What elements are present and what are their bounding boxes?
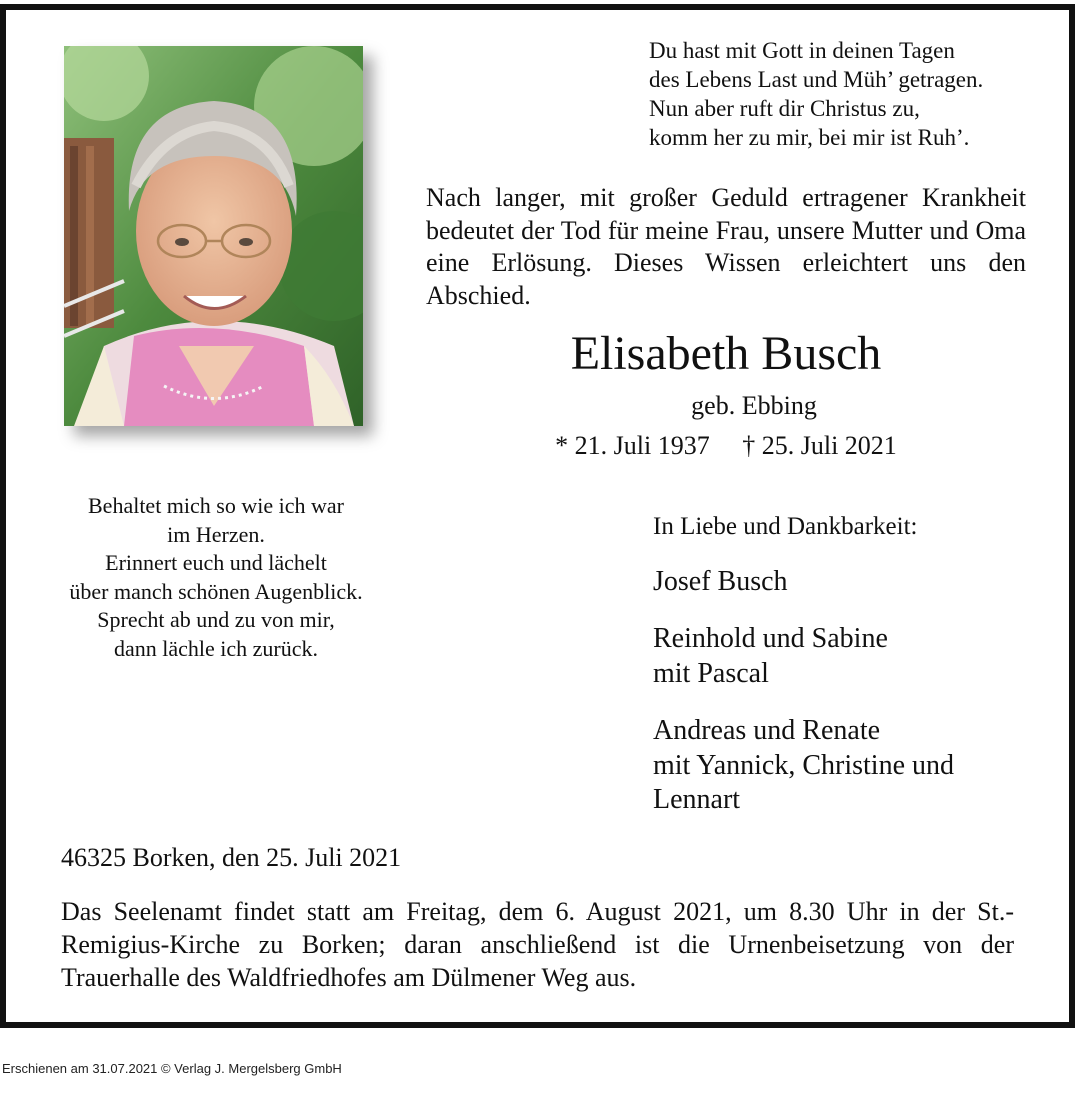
deceased-name: Elisabeth Busch xyxy=(570,327,882,380)
mourner-group xyxy=(653,714,1053,818)
motto-line: Nun aber ruft dir Christus zu, xyxy=(649,96,920,121)
poem-line: dann lächle ich zurück. xyxy=(113,635,318,661)
obituary-frame xyxy=(0,4,1075,1028)
life-dates: * 21. Juli 1937 † 25. Juli 2021 xyxy=(555,431,897,460)
mourner-line: Josef Busch xyxy=(653,565,788,597)
mourner-line: Andreas und Renate xyxy=(653,715,881,746)
poem-line: Behaltet mich so wie ich war xyxy=(88,493,344,518)
poem-line: über manch schönen Augenblick. xyxy=(69,578,363,604)
mourner-line: Reinhold und Sabine xyxy=(653,623,888,654)
mourner-group xyxy=(653,565,1053,600)
mourner-line: mit Pascal xyxy=(653,657,769,689)
motto-line: Du hast mit Gott in deinen Tagen xyxy=(649,38,955,63)
mourner-group xyxy=(653,622,1053,691)
mourner-line: Lennart xyxy=(653,784,741,815)
place-date: 46325 Borken, den 25. Juli 2021 xyxy=(61,843,402,872)
portrait-photo xyxy=(64,46,363,426)
maiden-name: geb. Ebbing xyxy=(691,391,817,420)
poem-verse xyxy=(26,492,406,663)
publication-footer: Erschienen am 31.07.2021 © Verlag J. Mergelsberg GmbH xyxy=(2,1061,342,1076)
intro-text: Nach langer, mit großer Geduld ertragener Krankheit bedeutet der Tod für meine Frau, unsere Mutter und Oma eine Erlösung. Dieses Wissen erleichtert uns den Abschied. xyxy=(426,183,1026,310)
poem-line: Erinnert euch und lächelt xyxy=(105,550,327,575)
portrait-image xyxy=(64,46,363,426)
motto-verse xyxy=(649,36,1049,152)
mourners-lead: In Liebe und Dankbarkeit: xyxy=(653,513,918,540)
mourners-list xyxy=(653,510,1053,841)
service-info: Das Seelenamt findet statt am Freitag, dem 6. August 2021, um 8.30 Uhr in der St.-Remigius-Kirche zu Borken; daran anschließend ist die Urnenbeisetzung von der Trauerhalle des Waldfriedhofes am Dülmener Weg aus. xyxy=(61,897,1014,992)
mourner-line: mit Yannick, Christine und xyxy=(653,749,955,781)
motto-line: komm her zu mir, bei mir ist Ruh’. xyxy=(649,125,970,150)
poem-line: Sprecht ab und zu von mir, xyxy=(97,607,335,632)
motto-line: des Lebens Last und Müh’ getragen. xyxy=(649,67,984,92)
poem-line: im Herzen. xyxy=(167,521,265,547)
